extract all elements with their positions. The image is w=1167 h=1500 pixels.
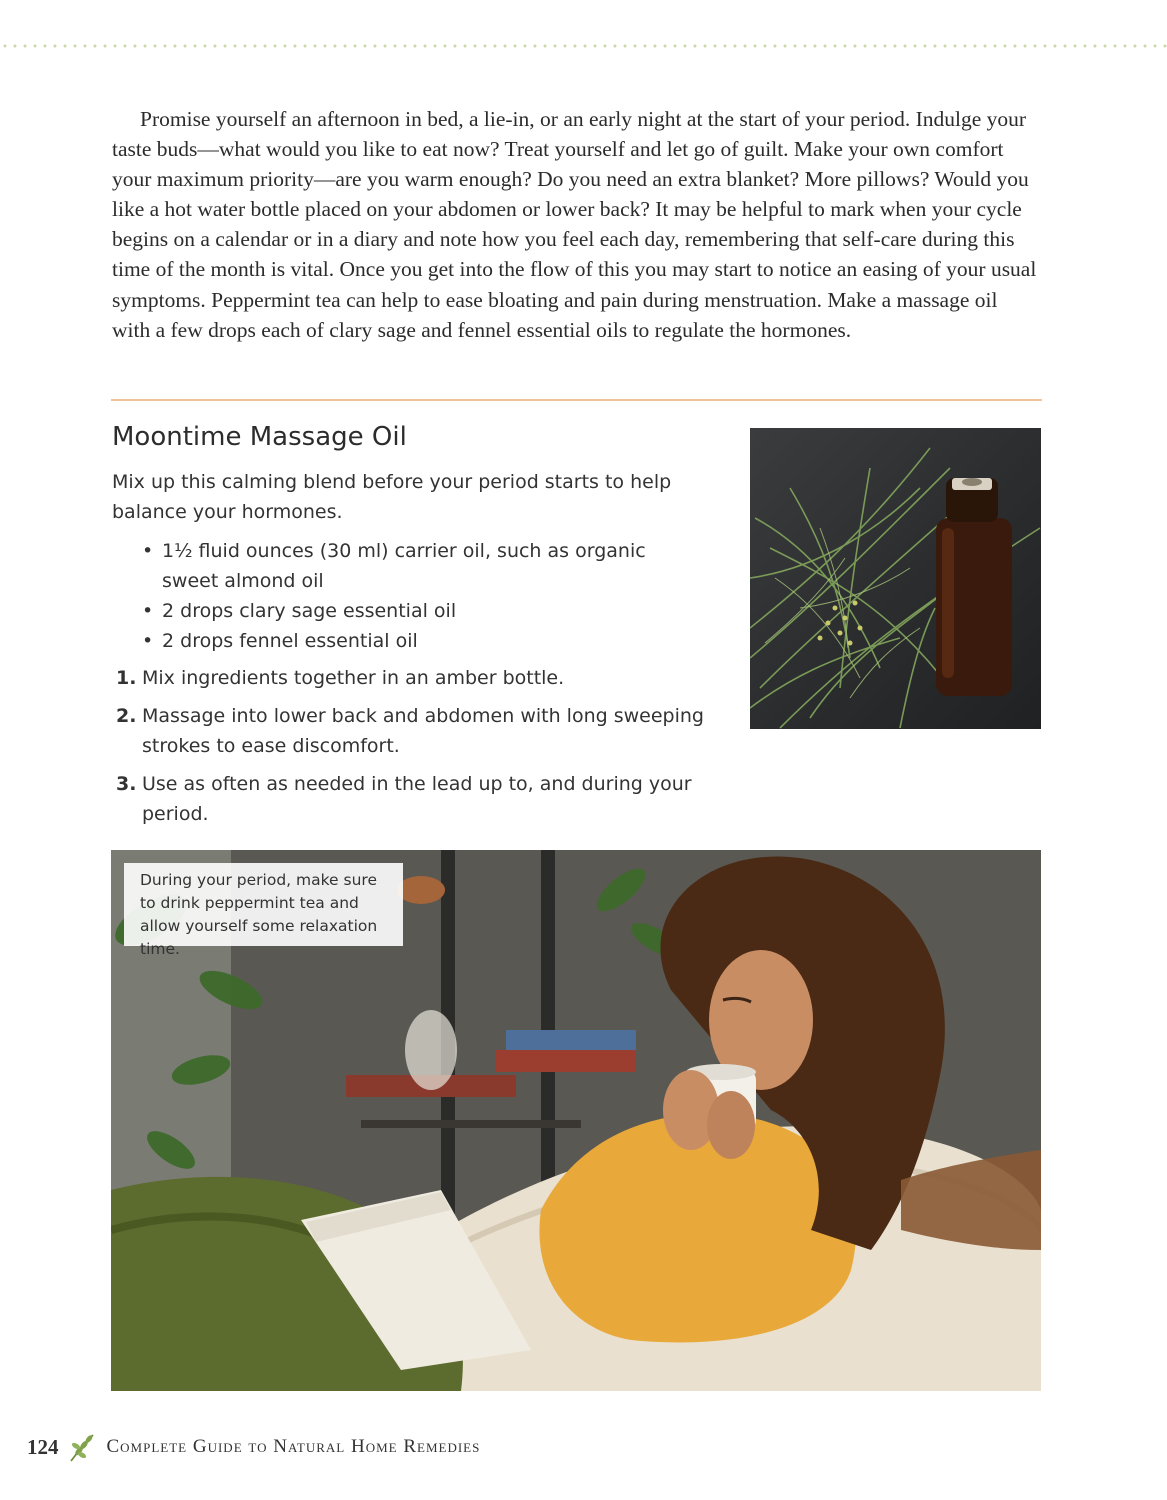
step-number: 3.	[116, 773, 137, 795]
fennel-oil-photo	[750, 428, 1041, 729]
steps-list	[116, 663, 756, 837]
leaf-sprig-icon	[67, 1431, 99, 1463]
step-item	[116, 701, 756, 761]
page-number: 124	[27, 1434, 59, 1459]
step-text: Use as often as needed in the lead up to, and during your period.	[142, 773, 692, 825]
step-item	[116, 769, 756, 829]
ingredient-item: • 2 drops clary sage essential oil	[140, 596, 700, 626]
step-item	[116, 663, 756, 693]
book-title: Complete Guide to Natural Home Remedies	[106, 1436, 481, 1457]
photo-caption: During your period, make sure to drink peppermint tea and allow yourself some relaxation time.	[124, 863, 403, 946]
ingredient-item: • 1½ fluid ounces (30 ml) carrier oil, such as organic sweet almond oil	[140, 536, 700, 596]
step-number: 2.	[116, 705, 137, 727]
ingredient-item: • 2 drops fennel essential oil	[140, 626, 700, 656]
fennel-bottle-illustration	[750, 428, 1041, 729]
section-divider	[111, 399, 1042, 401]
ingredients-list	[140, 536, 700, 656]
step-number: 1.	[116, 667, 137, 689]
recipe-title: Moontime Massage Oil	[112, 422, 407, 452]
top-dotted-rule	[0, 44, 1167, 48]
page-footer	[27, 1430, 480, 1464]
intro-paragraph: Promise yourself an afternoon in bed, a lie-in, or an early night at the start of your period. Indulge your taste buds—what would you like to eat now? Treat yourself and let go of guilt. Make your own comfort your maximum priority—are you warm enough? Do you need an extra blanket? More pillows? Would you like a hot water bottle placed on your abdomen or lower back? It may be helpful to mark when your cycle begins on a calendar or in a diary and note how you feel each day, remembering that self-care during this time of the month is vital. Once you get into the flow of this you may start to notice an easing of your usual symptoms. Peppermint tea can help to ease bloating and pain during menstruation. Make a massage oil with a few drops each of clary sage and fennel essential oils to regulate the hormones.	[112, 107, 1037, 342]
step-text: Mix ingredients together in an amber bottle.	[142, 667, 565, 689]
recipe-intro: Mix up this calming blend before your period starts to help balance your hormones.	[112, 471, 672, 523]
step-text: Massage into lower back and abdomen with long sweeping strokes to ease discomfort.	[142, 705, 704, 757]
